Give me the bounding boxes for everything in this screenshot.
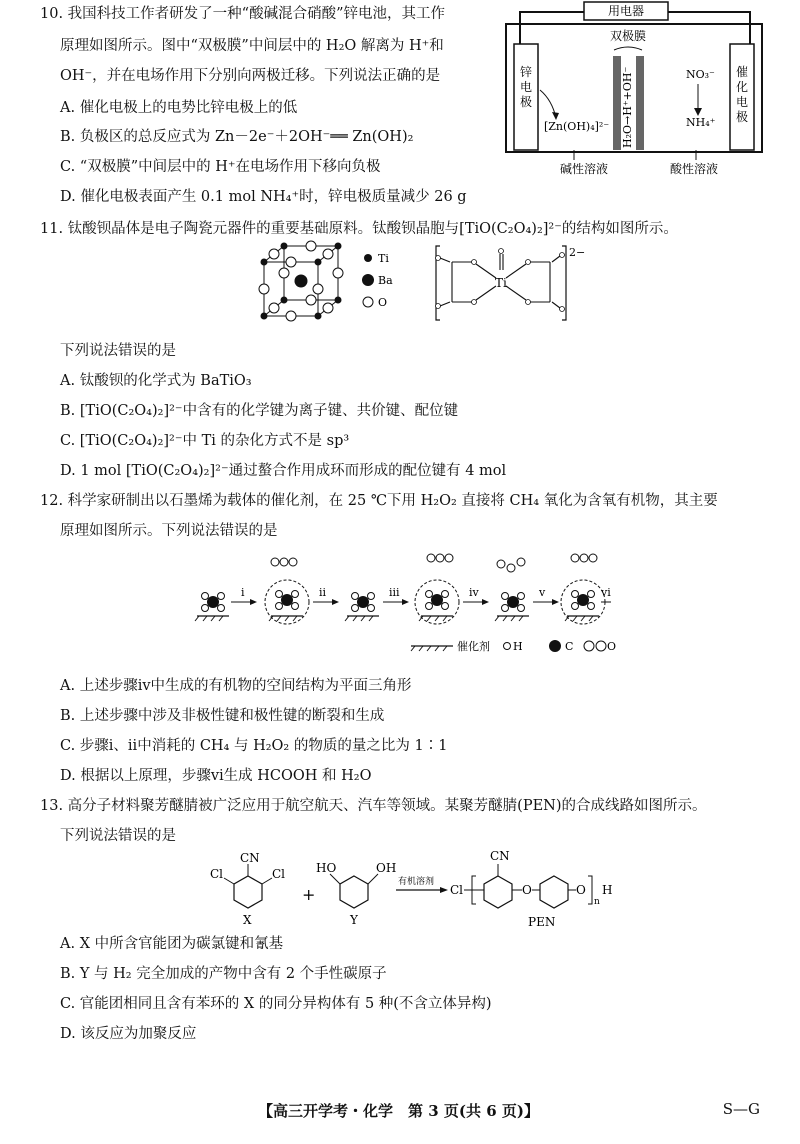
y-oh: OH [376,861,397,875]
q11-unit-cell [250,240,430,330]
x-cl-right: Cl [272,867,286,881]
q13-stem-line-1: 13. 高分子材料聚芳醚腈被广泛应用于航空航天、汽车等领域。某聚芳醚腈(PEN)的合成线路如图所示。 [40,798,707,814]
q13-option-b: B. Y 与 H₂ 完全加成的产物中含有 2 个手性碳原子 [60,966,387,982]
q10-option-c: C. “双极膜”中间层中的 H⁺在电场作用下移向负极 [60,159,381,175]
step-ii: ii [319,586,327,599]
alkaline-solution-label: 碱性溶液 [560,162,609,176]
step-iv: iv [469,586,479,599]
legend-o-dot [363,297,373,307]
pen-cn: CN [490,849,510,863]
reaction-condition: 有机溶剂 [398,877,435,887]
q12-option-b: B. 上述步骤中涉及非极性键和极性键的断裂和生成 [60,708,385,724]
q12-option-a: A. 上述步骤ⅳ中生成的有机物的空间结构为平面三角形 [60,678,412,694]
pen-ether-o: O [522,883,532,897]
device-label: 用电器 [607,4,645,18]
x-cn: CN [240,851,260,865]
membrane-label: 双极膜 [609,29,647,43]
complex-charge: 2− [569,246,586,259]
q11-lead: 下列说法错误的是 [60,343,176,359]
q12-option-d: D. 根据以上原理，步骤ⅵ生成 HCOOH 和 H₂O [60,768,372,784]
q10-stem-line-1: 10. 我国科技工作者研发了一种“酸碱混合硝酸”锌电池，其工作 [40,6,445,22]
step-vi: vi [601,586,611,599]
step-i: i [241,586,245,599]
step-iii: iii [389,586,400,599]
label-x: X [243,913,252,927]
pen-cl: Cl [450,883,464,897]
ba-atom [295,275,308,288]
q11-option-b: B. [TiO(C₂O₄)₂]²⁻中含有的化学键为离子键、共价键、配位键 [60,403,459,419]
q11-option-c: C. [TiO(C₂O₄)₂]²⁻中 Ti 的杂化方式不是 sp³ [60,433,350,449]
zinc-electrode-label: 锌电极 [520,65,533,109]
pen-n: n [594,897,600,907]
catalyst-electrode-label: 催化电极 [736,65,749,124]
q10-battery-diagram [500,0,770,178]
q12-stem-line-2: 原理如图所示。下列说法错误的是 [60,523,278,539]
legend-ti-dot [364,254,372,262]
x-cl-left: Cl [210,867,224,881]
q11-complex-structure [432,240,602,330]
q13-reaction-scheme [200,846,660,934]
q10-stem-line-2: 原理如图所示。图中“双极膜”中间层中的 H₂O 解离为 H⁺和 [60,38,444,54]
legend-c: C [565,640,574,653]
q10-stem-line-3: OH⁻，并在电场作用下分别向两极迁移。下列说法正确的是 [60,68,441,84]
q10-option-a: A. 催化电极上的电势比锌电极上的低 [60,100,298,116]
ammonium-label: NH₄⁺ [686,116,716,129]
acidic-solution-label: 酸性溶液 [670,162,719,176]
nitrate-label: NO₃⁻ [686,68,715,81]
legend-o: O [607,640,617,653]
label-pen: PEN [528,915,556,929]
q12-option-c: C. 步骤ⅰ、ⅱ中消耗的 CH₄ 与 H₂O₂ 的物质的量之比为 1∶1 [60,738,448,754]
membrane-left-layer [613,56,621,150]
q11-stem: 11. 钛酸钡晶体是电子陶瓷元器件的重要基础原料。钛酸钡晶胞与[TiO(C₂O₄)₂]²⁻的结构如图所示。 [40,221,678,237]
q11-option-a: A. 钛酸钡的化学式为 BaTiO₃ [60,373,252,389]
q12-stem-line-1: 12. 科学家研制出以石墨烯为载体的催化剂，在 25 ℃下用 H₂O₂ 直接将 CH₄ 氧化为含氧有机物，其主要 [40,493,718,509]
q13-option-d: D. 该反应为加聚反应 [60,1026,197,1042]
legend-ba: Ba [378,274,393,287]
pen-end-o: O [576,883,586,897]
q10-option-d: D. 催化电极表面产生 0.1 mol NH₄⁺时，锌电极质量减少 26 g [60,189,467,205]
legend-catalyst: 催化剂 [457,640,490,653]
q10-option-b: B. 负极区的总反应式为 Zn－2e⁻＋2OH⁻══ Zn(OH)₂ [60,129,414,145]
legend-ti: Ti [378,252,389,265]
footer-page-info: 【高三开学考・化学 第 3 页(共 6 页)】 [258,1102,539,1120]
q13-option-c: C. 官能团相同且含有苯环的 X 的同分异构体有 5 种(不含立体异构) [60,996,492,1012]
complex-ti: Ti [495,276,507,290]
q13-option-a: A. X 中所含官能团为碳氯键和氰基 [60,936,284,952]
footer-code: S—G [722,1100,760,1118]
label-y: Y [350,913,358,927]
y-ho: HO [316,861,337,875]
step-v: v [539,586,546,599]
legend-ba-dot [362,274,374,286]
zincate-label: [Zn(OH)₄]²⁻ [544,120,610,133]
q11-option-d: D. 1 mol [TiO(C₂O₄)₂]²⁻通过螯合作用成环而形成的配位键有 4 mol [60,463,507,479]
legend-h: H [513,640,523,653]
plus-sign: + [302,885,316,904]
water-dissociation-label: H₂O→H⁺+OH⁻ [621,66,634,148]
q12-mechanism-diagram [195,544,615,664]
membrane-right-layer [636,56,644,150]
q13-stem-line-2: 下列说法错误的是 [60,828,176,844]
legend-o: O [378,296,388,309]
pen-h: H [602,883,613,897]
